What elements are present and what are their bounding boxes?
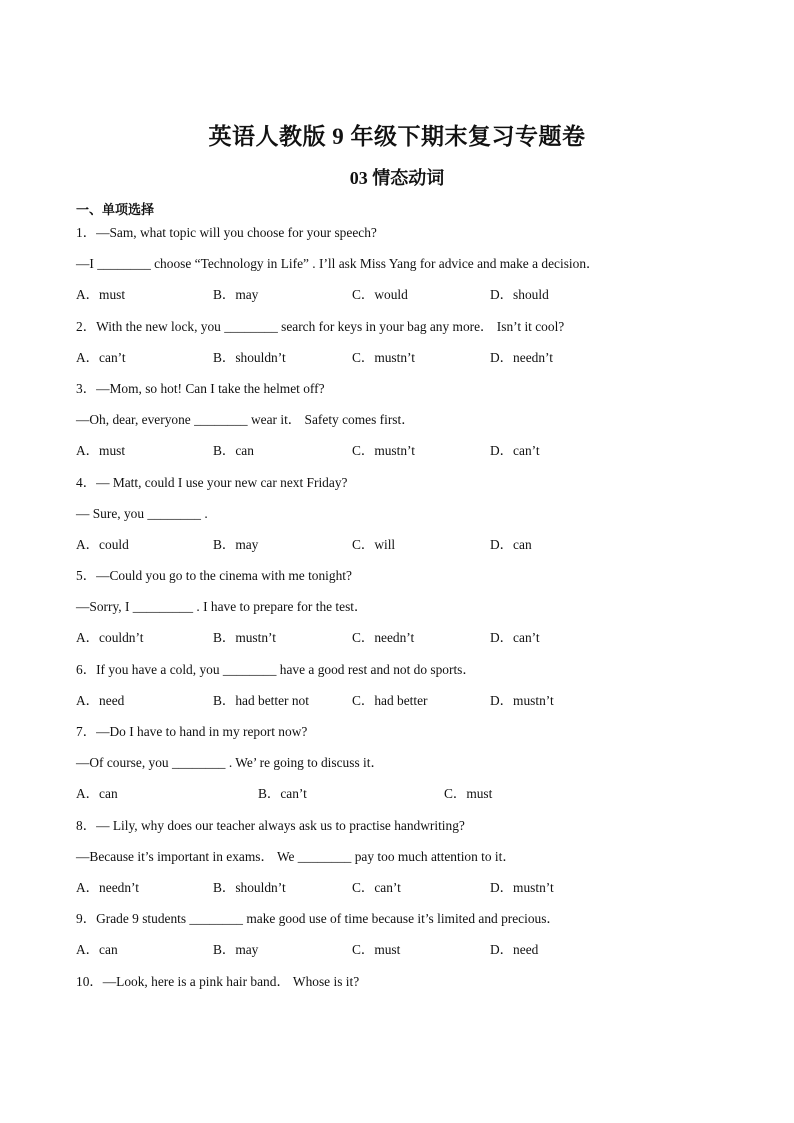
answer-option: D．mustn’t: [490, 692, 554, 708]
question-text: —Of course, you ________ . We’ re going to discuss it．: [76, 755, 384, 771]
question-text: 7．—Do I have to hand in my report now?: [76, 724, 308, 739]
answer-option: C．needn’t: [352, 630, 415, 646]
answer-option: D．need: [490, 942, 539, 958]
answer-option: B．can’t: [258, 786, 307, 802]
option-row: [76, 629, 736, 660]
answer-option: D．mustn’t: [490, 879, 554, 895]
question-text: —I ________ choose “Technology in Life” . I’ll ask Miss Yang for advice and make a decision．: [76, 256, 600, 272]
answer-option: A．can: [76, 786, 118, 802]
answer-option: A．must: [76, 287, 126, 303]
answer-option: A．couldn’t: [76, 630, 144, 646]
answer-option: B．can: [213, 443, 254, 459]
question-text: 3．—Mom, so hot! Can I take the helmet off?: [76, 380, 325, 396]
question-text: —Because it’s important in exams． We ________ pay too much attention to it．: [76, 848, 516, 864]
question-text: 6．If you have a cold, you ________ have a good rest and not do sports．: [76, 661, 476, 677]
question-text: 1．—Sam, what topic will you choose for your speech?: [76, 225, 377, 240]
option-row: [76, 941, 736, 972]
answer-option: D．can: [490, 536, 532, 552]
answer-option: A．can: [76, 942, 118, 958]
answer-option: C．will: [352, 536, 396, 552]
question-text: 9．Grade 9 students ________ make good use of time because it’s limited and precious．: [76, 911, 560, 927]
option-row: [76, 692, 736, 723]
answer-option: A．could: [76, 536, 129, 552]
option-row: [76, 536, 736, 567]
answer-option: C．mustn’t: [352, 443, 415, 459]
page-subtitle: 03 情态动词: [349, 168, 445, 188]
answer-option: D．can’t: [490, 630, 540, 646]
answer-option: B．shouldn’t: [213, 349, 286, 365]
question-text: —Oh, dear, everyone ________ wear it． Safety comes first．: [76, 412, 415, 428]
answer-option: A．must: [76, 443, 126, 459]
question-text: 8．— Lily, why does our teacher always ask us to practise handwriting?: [76, 817, 465, 833]
question-text: —Sorry, I _________ . I have to prepare for the test．: [76, 599, 368, 615]
question-text: 5．—Could you go to the cinema with me tonight?: [76, 568, 352, 584]
answer-option: C．must: [444, 786, 493, 802]
answer-option: B．may: [213, 287, 259, 303]
answer-option: B．may: [213, 942, 259, 958]
answer-option: C．would: [352, 287, 408, 303]
answer-option: C．can’t: [352, 879, 401, 895]
page-title: 英语人教版 9 年级下期末复习专题卷: [208, 124, 586, 149]
option-row: [76, 349, 736, 380]
answer-option: C．had better: [352, 692, 428, 708]
answer-option: B．had better not: [213, 692, 309, 708]
answer-option: D．should: [490, 287, 549, 303]
answer-option: B．shouldn’t: [213, 879, 286, 895]
answer-option: A．needn’t: [76, 879, 139, 895]
question-text: 2．With the new lock, you ________ search for keys in your bag any more． Isn’t it cool?: [76, 318, 565, 334]
answer-option: A．need: [76, 692, 125, 708]
question-list: [76, 224, 736, 1004]
option-row: [76, 879, 736, 910]
answer-option: B．may: [213, 536, 259, 552]
answer-option: C．must: [352, 942, 401, 958]
answer-option: D．can’t: [490, 443, 540, 459]
answer-option: B．mustn’t: [213, 630, 276, 646]
question-text: — Sure, you ________ .: [76, 505, 208, 521]
question-text: 10．—Look, here is a pink hair band． Whose is it?: [76, 973, 360, 989]
answer-option: C．mustn’t: [352, 349, 415, 365]
answer-option: A．can’t: [76, 349, 126, 365]
option-row: [76, 286, 736, 317]
option-row: [76, 442, 736, 473]
question-text: 4．— Matt, could I use your new car next Friday?: [76, 474, 348, 490]
answer-option: D．needn’t: [490, 349, 553, 365]
option-row: [76, 785, 736, 816]
section-heading: 一、单项选择: [76, 202, 155, 217]
